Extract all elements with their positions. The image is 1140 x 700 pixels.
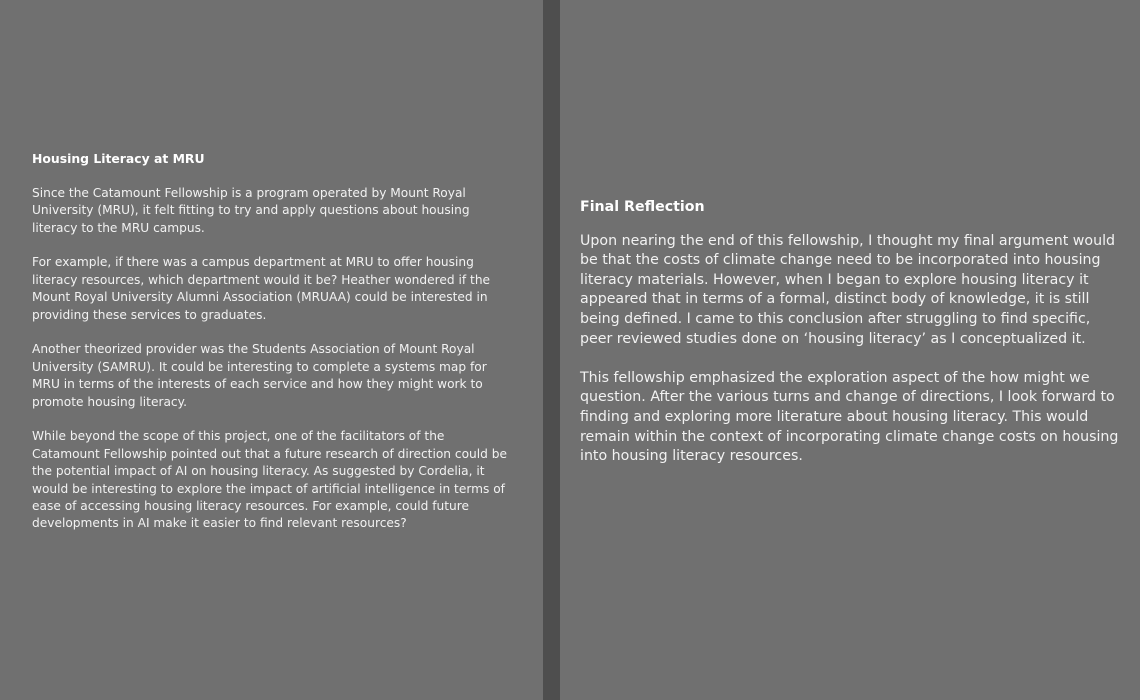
paragraph: While beyond the scope of this project, one of the facilitators of the Catamount Fellowship pointed out that a future research of direction could be the potential impact of AI on housing literacy. As suggested by Cordelia, it would be interesting to explore the impact of artificial intelligence in terms of ease of accessing housing literacy resources. For example, could future developments in AI make it easier to find relevant resources?	[32, 429, 508, 531]
right-page-content	[580, 198, 1120, 486]
paragraph: Another theorized provider was the Students Association of Mount Royal University (SAMRU). It could be interesting to complete a systems map for MRU in terms of the interests of each service and how they might work to promote housing literacy.	[32, 342, 487, 409]
left-page-content	[32, 150, 512, 550]
left-page	[0, 0, 543, 700]
paragraph: Since the Catamount Fellowship is a program operated by Mount Royal University (MRU), it felt fitting to try and apply questions about housing literacy to the MRU campus.	[32, 185, 470, 235]
paragraph: This fellowship emphasized the exploration aspect of the how might we question. After the various turns and change of directions, I look forward to finding and exploring more literature about housing literacy. This would remain within the context of incorporating climate change costs on housing into housing literacy resources.	[580, 369, 1119, 465]
page-gutter	[543, 0, 560, 700]
paragraph: For example, if there was a campus department at MRU to offer housing literacy resources, which department would it be? Heather wondered if the Mount Royal University Alumni Association (MRUAA) could be interested in providing these services to graduates.	[32, 255, 491, 322]
section-heading-housing-literacy: Housing Literacy at MRU	[32, 151, 205, 166]
right-page	[560, 0, 1140, 700]
paragraph: Upon nearing the end of this fellowship, I thought my final argument would be that the costs of climate change need to be incorporated into housing literacy materials. However, when I began to explore housing literacy it appeared that in terms of a formal, distinct body of knowledge, it is still being defined. I came to this conclusion after struggling to find specific, peer reviewed studies done on ‘housing literacy’ as I conceptualized it.	[580, 232, 1116, 347]
section-heading-final-reflection: Final Reflection	[580, 199, 705, 215]
